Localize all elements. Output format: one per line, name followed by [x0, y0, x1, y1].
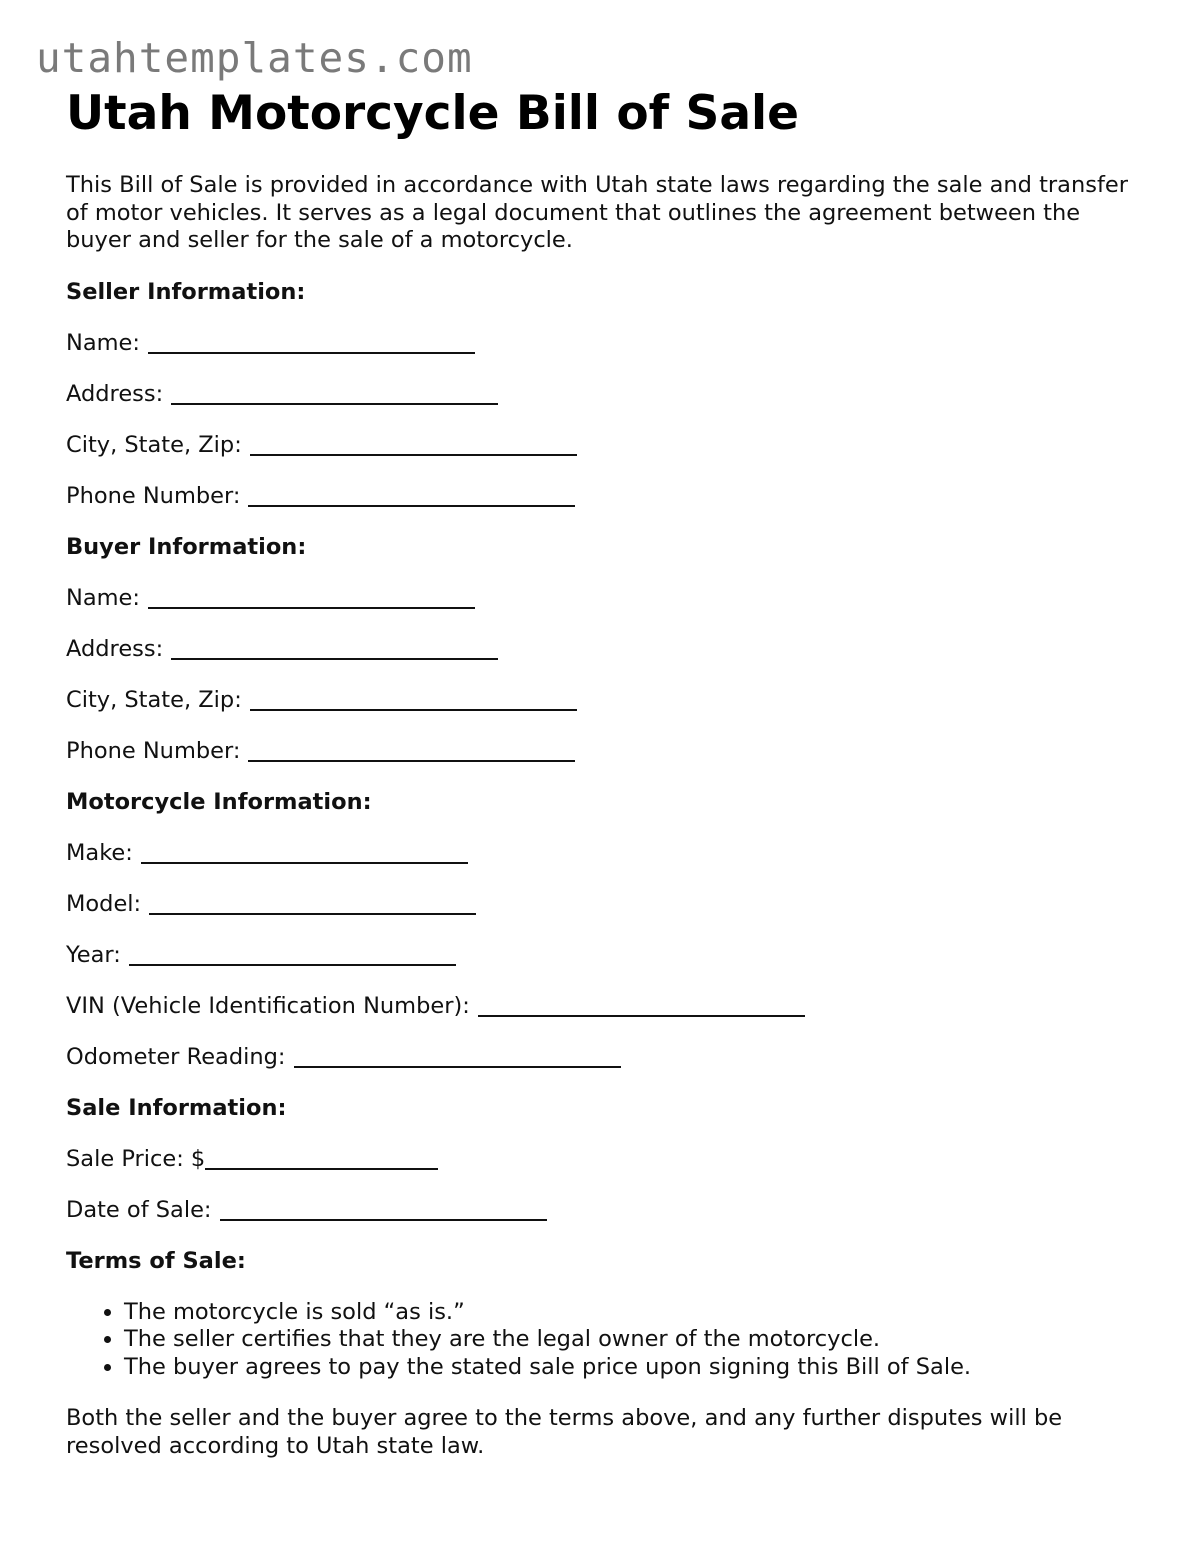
buyer-phone-blank[interactable] [248, 740, 575, 762]
seller-section-heading: Seller Information: [66, 278, 306, 305]
vin-blank[interactable] [478, 995, 805, 1017]
buyer-city-field [66, 687, 1136, 714]
seller-city-blank[interactable] [250, 434, 577, 456]
terms-list-item: • The buyer agrees to pay the stated sale price upon signing this Bill of Sale. [124, 1354, 1136, 1382]
year-field [66, 942, 1136, 969]
seller-phone-label: Phone Number: [66, 482, 241, 509]
year-blank[interactable] [129, 944, 456, 966]
sale-price-label: Sale Price: $ [66, 1145, 206, 1172]
seller-name-field [66, 330, 1136, 357]
buyer-address-field [66, 636, 1136, 663]
seller-phone-blank[interactable] [248, 485, 575, 507]
buyer-section-heading: Buyer Information: [66, 533, 307, 560]
bill-of-sale-document [66, 86, 1136, 1460]
seller-name-blank[interactable] [148, 332, 475, 354]
terms-section-heading: Terms of Sale: [66, 1247, 246, 1274]
make-label: Make: [66, 839, 133, 866]
sale-price-field [66, 1146, 1136, 1173]
terms-list [66, 1299, 1136, 1382]
buyer-city-blank[interactable] [250, 689, 577, 711]
year-label: Year: [66, 941, 121, 968]
buyer-address-label: Address: [66, 635, 164, 662]
sale-date-label: Date of Sale: [66, 1196, 212, 1223]
seller-city-label: City, State, Zip: [66, 431, 242, 458]
seller-address-blank[interactable] [171, 383, 498, 405]
vin-label: VIN (Vehicle Identification Number): [66, 992, 470, 1019]
buyer-name-blank[interactable] [148, 587, 475, 609]
buyer-name-field [66, 585, 1136, 612]
model-field [66, 891, 1136, 918]
terms-list-item: • The motorcycle is sold “as is.” [124, 1299, 1136, 1327]
buyer-phone-field [66, 738, 1136, 765]
vin-field [66, 993, 1136, 1020]
closing-paragraph: Both the seller and the buyer agree to the terms above, and any further disputes will be resolved according to Utah state law. [66, 1405, 1063, 1459]
sale-price-blank[interactable] [205, 1148, 438, 1170]
odometer-blank[interactable] [294, 1046, 621, 1068]
sale-section-heading: Sale Information: [66, 1094, 287, 1121]
motorcycle-section-heading: Motorcycle Information: [66, 788, 372, 815]
sale-date-blank[interactable] [220, 1199, 547, 1221]
sale-date-field [66, 1197, 1136, 1224]
buyer-address-blank[interactable] [171, 638, 498, 660]
buyer-phone-label: Phone Number: [66, 737, 241, 764]
make-field [66, 840, 1136, 867]
seller-phone-field [66, 483, 1136, 510]
seller-city-field [66, 432, 1136, 459]
document-title: Utah Motorcycle Bill of Sale [66, 86, 800, 141]
make-blank[interactable] [141, 842, 468, 864]
seller-address-field [66, 381, 1136, 408]
odometer-label: Odometer Reading: [66, 1043, 286, 1070]
buyer-name-label: Name: [66, 584, 140, 611]
seller-address-label: Address: [66, 380, 164, 407]
seller-name-label: Name: [66, 329, 140, 356]
terms-list-item: • The seller certifies that they are the legal owner of the motorcycle. [124, 1326, 1136, 1354]
model-blank[interactable] [149, 893, 476, 915]
site-watermark: utahtemplates.com [36, 34, 473, 82]
odometer-field [66, 1044, 1136, 1071]
model-label: Model: [66, 890, 142, 917]
buyer-city-label: City, State, Zip: [66, 686, 242, 713]
intro-paragraph: This Bill of Sale is provided in accordance with Utah state laws regarding the sale and transfer of motor vehicles. It serves as a legal document that outlines the agreement between the buyer and seller for the sale of a motorcycle. [66, 172, 1128, 253]
